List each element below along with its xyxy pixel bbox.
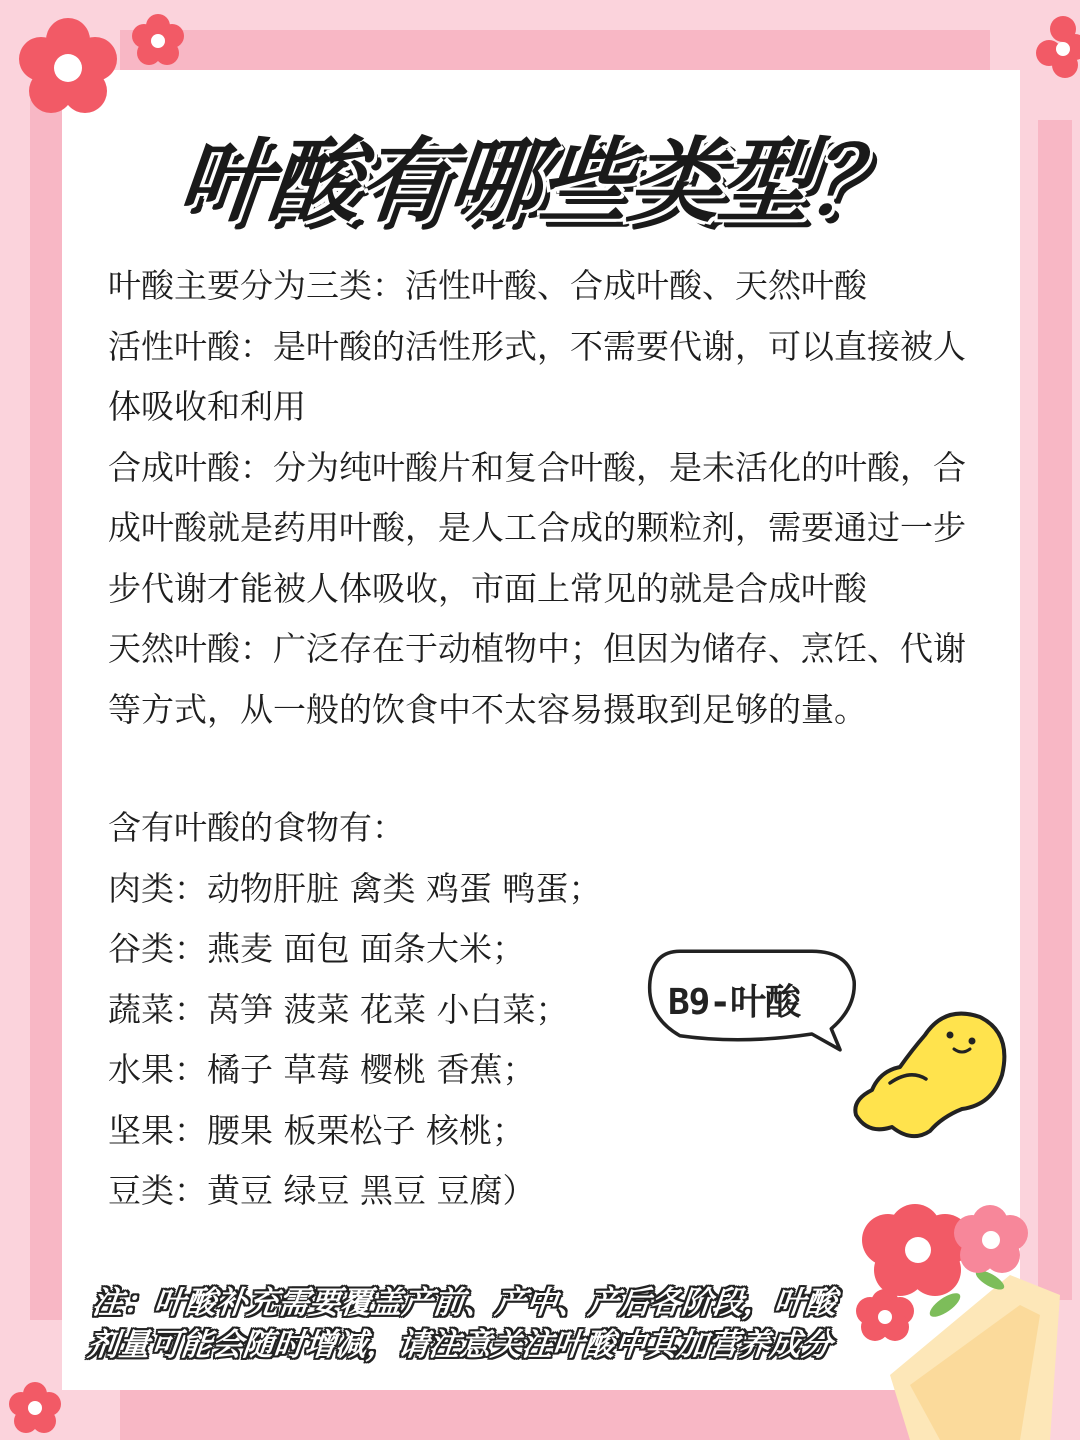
food-list-item: 坚果：腰果 板栗松子 核桃； <box>108 1110 525 1150</box>
flower-icon <box>125 8 191 74</box>
food-list-heading: 含有叶酸的食物有： <box>108 808 405 847</box>
food-list-item: 水果：橘子 草莓 樱桃 香蕉； <box>108 1050 536 1089</box>
note-line: 剂量可能会随时增减，请注意关注叶酸中其加营养成分 <box>85 1327 834 1363</box>
right-stripe <box>1038 120 1072 1300</box>
note-text <box>86 1282 895 1366</box>
flower-icon <box>0 1378 70 1440</box>
page-title: 叶酸有哪些类型？ <box>173 128 905 235</box>
intro-line: 合成叶酸：分为纯叶酸片和复合叶酸，是未活化的叶酸，合 <box>108 447 966 487</box>
food-list-item: 谷类：燕麦 面包 面条大米； <box>108 929 525 968</box>
flower-icon <box>1030 10 1080 80</box>
mascot-icon <box>850 1005 1015 1145</box>
food-list <box>108 798 708 1222</box>
intro-text <box>108 256 1008 740</box>
intro-line: 活性叶酸：是叶酸的活性形式，不需要代谢，可以直接被人 <box>108 326 966 366</box>
intro-line: 成叶酸就是药用叶酸，是人工合成的颗粒剂，需要通过一步 <box>108 508 966 547</box>
note-line: 注：叶酸补充需要覆盖产前、产中、产后各阶段，叶酸 <box>90 1285 839 1321</box>
food-list-item: 豆类：黄豆 绿豆 黑豆 豆腐） <box>108 1171 536 1210</box>
intro-line: 步代谢才能被人体吸收，市面上常见的就是合成叶酸 <box>108 568 867 608</box>
intro-line: 叶酸主要分为三类：活性叶酸、合成叶酸、天然叶酸 <box>108 266 867 305</box>
intro-line: 天然叶酸：广泛存在于动植物中；但因为储存、烹饪、代谢 <box>108 629 966 668</box>
intro-line: 等方式，从一般的饮食中不太容易摄取到足够的量。 <box>108 689 867 729</box>
food-list-item: 蔬菜：莴笋 菠菜 花菜 小白菜； <box>108 989 569 1029</box>
food-list-item: 肉类：动物肝脏 禽类 鸡蛋 鸭蛋； <box>108 868 602 908</box>
intro-line: 体吸收和利用 <box>108 387 306 426</box>
left-stripe <box>30 100 66 1320</box>
speech-bubble-text: B9-叶酸 <box>668 982 801 1023</box>
top-stripe <box>120 30 990 70</box>
